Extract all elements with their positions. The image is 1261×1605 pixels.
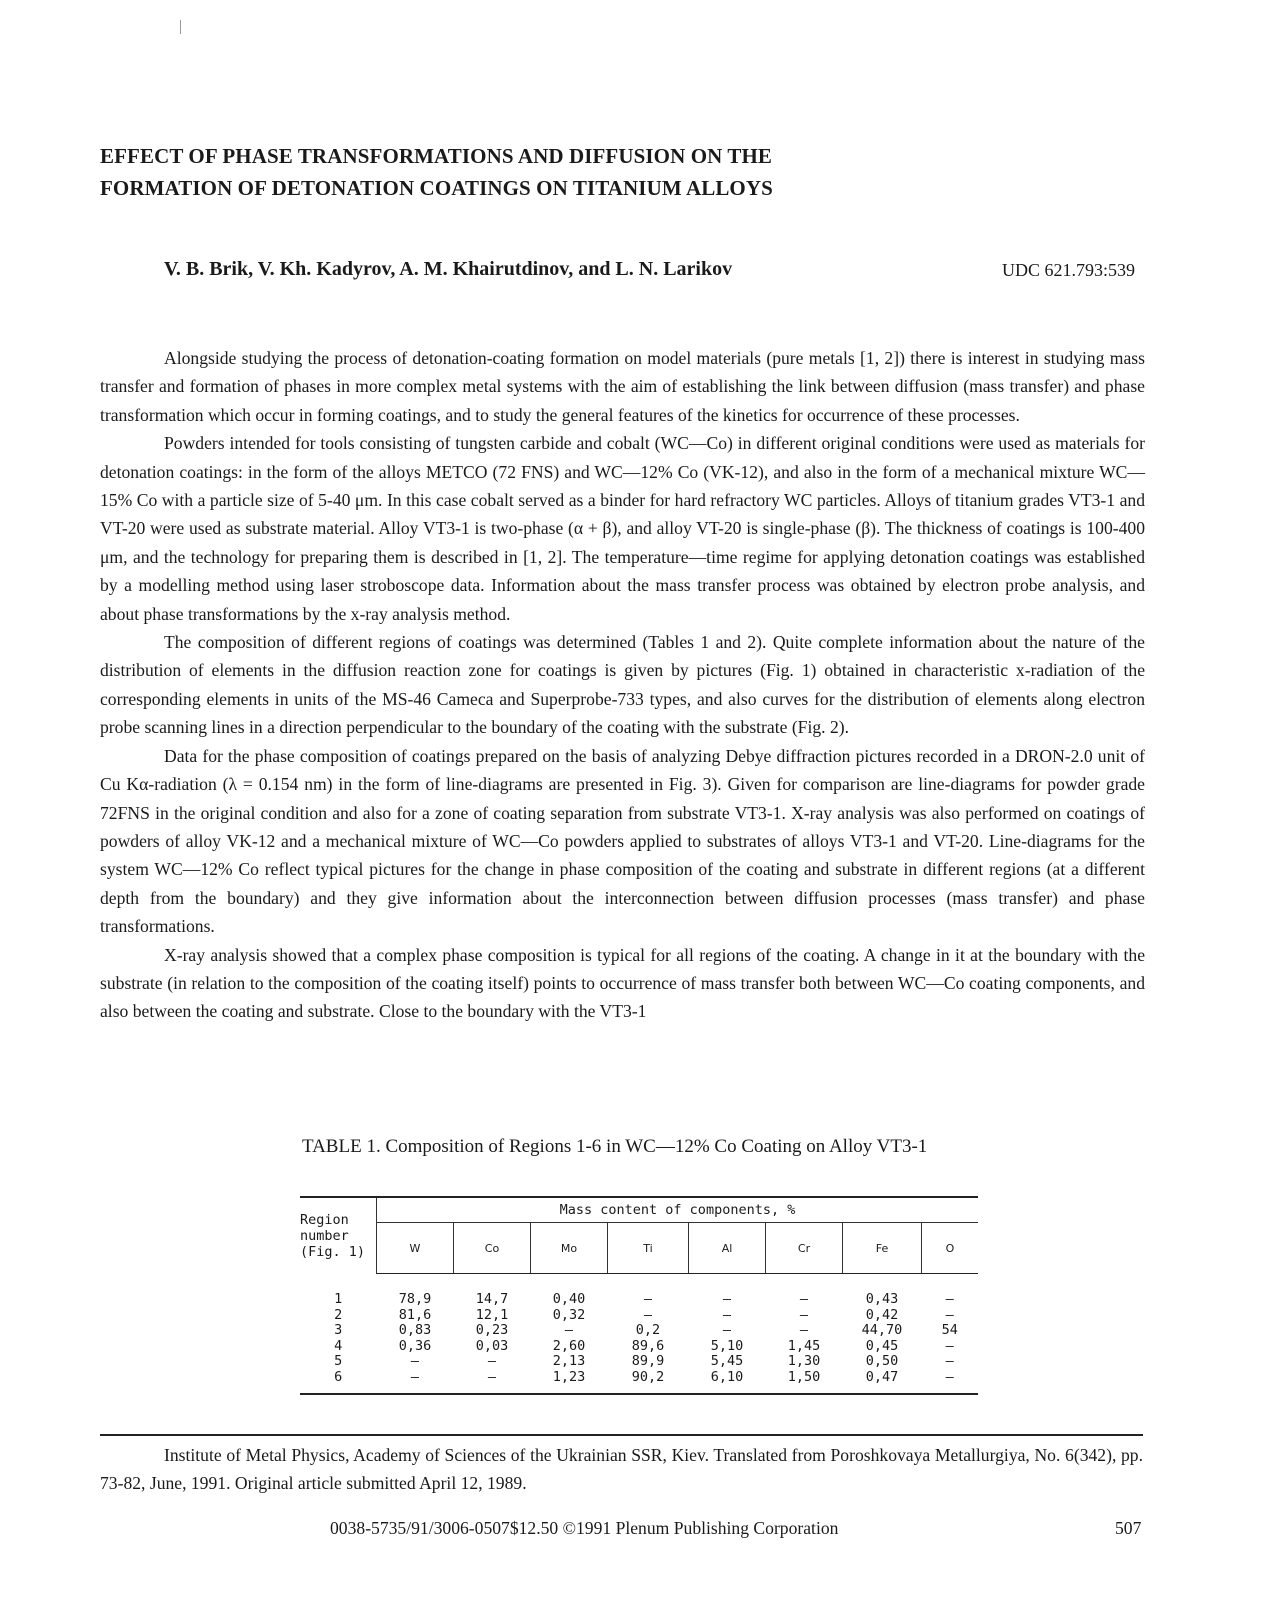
column-header-w: W bbox=[377, 1223, 454, 1274]
column-header-ti: Ti bbox=[608, 1223, 689, 1274]
paper-title bbox=[100, 140, 920, 204]
column-header-fe: Fe bbox=[843, 1223, 922, 1274]
table-row: 4 0,36 0,03 2,60 89,6 5,10 1,45 0,45 — bbox=[334, 1337, 954, 1354]
page-number: 507 bbox=[1115, 1518, 1142, 1538]
udc-code: UDC 621.793:539 bbox=[1002, 260, 1136, 280]
paragraph: Powders intended for tools consisting of tungsten carbide and cobalt (WC—Co) in different original conditions were used as materials for detonation coatings: in the form of the alloys METCO (72 FNS) and WC—12% Co (VK-12), and also in the form of a mechanical mixture WC—15% Co with a particle size of 5-40 μm. In this case cobalt served as a binder for hard refractory WC particles. Alloys of titanium grades VT3-1 and VT-20 were used as substrate material. Alloy VT3-1 is two-phase (α + β), and alloy VT-20 is single-phase (β). The thickness of coatings is 100-400 μm, and the technology for preparing them is described in [1, 2]. The temperature—time regime for applying detonation coatings was established by a modelling method using laser stroboscope data. Information about the mass transfer process was obtained by electron probe analysis, and about phase transformations by the x-ray analysis method. bbox=[100, 433, 1145, 624]
column-header-co: Co bbox=[454, 1223, 531, 1274]
region-header: Region number (Fig. 1) bbox=[300, 1197, 377, 1274]
paragraph: Alongside studying the process of detonation-coating formation on model materials (pure metals [1, 2]) there is interest in studying mass transfer and formation of phases in more complex metal systems with the aim of establishing the link between diffusion (mass transfer) and phase transformation which occur in forming coatings, and to study the general features of the kinetics for occurrence of these processes. bbox=[100, 348, 1145, 425]
paragraph: Data for the phase composition of coatings prepared on the basis of analyzing Debye diffraction pictures recorded in a DRON-2.0 unit of Cu Kα-radiation (λ = 0.154 nm) in the form of line-diagrams are presented in Fig. 3). Given for comparison are line-diagrams for powder grade 72FNS in the original condition and also for a zone of coating separation from substrate VT3-1. X-ray analysis was also performed on coatings of powders of alloy VK-12 and a mechanical mixture of WC—Co powders applied to substrates of alloys VT3-1 and VT-20. Line-diagrams for the system WC—12% Co reflect typical pictures for the change in phase composition of the coating and substrate in different regions (at a different depth from the boundary) and they give information about the interconnection between diffusion processes (mass transfer) and phase transformations. bbox=[100, 745, 1145, 937]
table-row: 2 81,6 12,1 0,32 — — — 0,42 — bbox=[334, 1306, 954, 1323]
table-row: 1 78,9 14,7 0,40 — — — 0,43 — bbox=[334, 1291, 954, 1307]
author-list: V. B. Brik, V. Kh. Kadyrov, A. M. Khairutdinov, and L. N. Larikov bbox=[164, 258, 733, 280]
column-header-mo: Mo bbox=[531, 1223, 608, 1274]
article-body bbox=[100, 344, 1145, 1026]
table-row: 3 0,83 0,23 — 0,2 — — 44,70 54 bbox=[334, 1322, 958, 1338]
column-header-al: Al bbox=[689, 1223, 766, 1274]
composition-table bbox=[300, 1196, 978, 1395]
paragraph: The composition of different regions of coatings was determined (Tables 1 and 2). Quite complete information about the nature of the distribution of elements in the diffusion reaction zone for coatings is given by pictures (Fig. 1) obtained in characteristic x-radiation of the corresponding elements in units of the MS-46 Cameca and Superprobe-733 types, and also curves for the distribution of elements along electron probe scanning lines in a direction perpendicular to the boundary of the coating with the substrate (Fig. 2). bbox=[100, 632, 1145, 738]
title-line-2: FORMATION OF DETONATION COATINGS ON TITANIUM ALLOYS bbox=[100, 176, 773, 200]
copyright-line: 0038-5735/91/3006-0507$12.50 ©1991 Plenum Publishing Corporation bbox=[330, 1518, 839, 1538]
scan-mark bbox=[180, 20, 181, 34]
footnote-divider bbox=[100, 1434, 1143, 1436]
column-header-cr: Cr bbox=[766, 1223, 843, 1274]
table-row: 6 — — 1,23 90,2 6,10 1,50 0,47 — bbox=[334, 1368, 954, 1385]
table-caption: TABLE 1. Composition of Regions 1-6 in WC—12% Co Coating on Alloy VT3-1 bbox=[302, 1136, 928, 1157]
mass-content-header: Mass content of components, % bbox=[377, 1197, 979, 1223]
table-row: 5 — — 2,13 89,9 5,45 1,30 0,50 — bbox=[334, 1353, 954, 1369]
paragraph: X-ray analysis showed that a complex phase composition is typical for all regions of the coating. A change in it at the boundary with the substrate (in relation to the composition of the coating itself) points to occurrence of mass transfer both between WC—Co coating components, and also between the coating and substrate. Close to the boundary with the VT3-1 bbox=[100, 944, 1145, 1022]
column-header-o: O bbox=[922, 1223, 979, 1274]
affiliation-footnote: Institute of Metal Physics, Academy of Sciences of the Ukrainian SSR, Kiev. Translated from Poroshkovaya Metallurgiya, No. 6(342), pp. 73-82, June, 1991. Original article submitted April 12, 1989. bbox=[100, 1445, 1143, 1493]
title-line-1: EFFECT OF PHASE TRANSFORMATIONS AND DIFFUSION ON THE bbox=[100, 144, 773, 168]
